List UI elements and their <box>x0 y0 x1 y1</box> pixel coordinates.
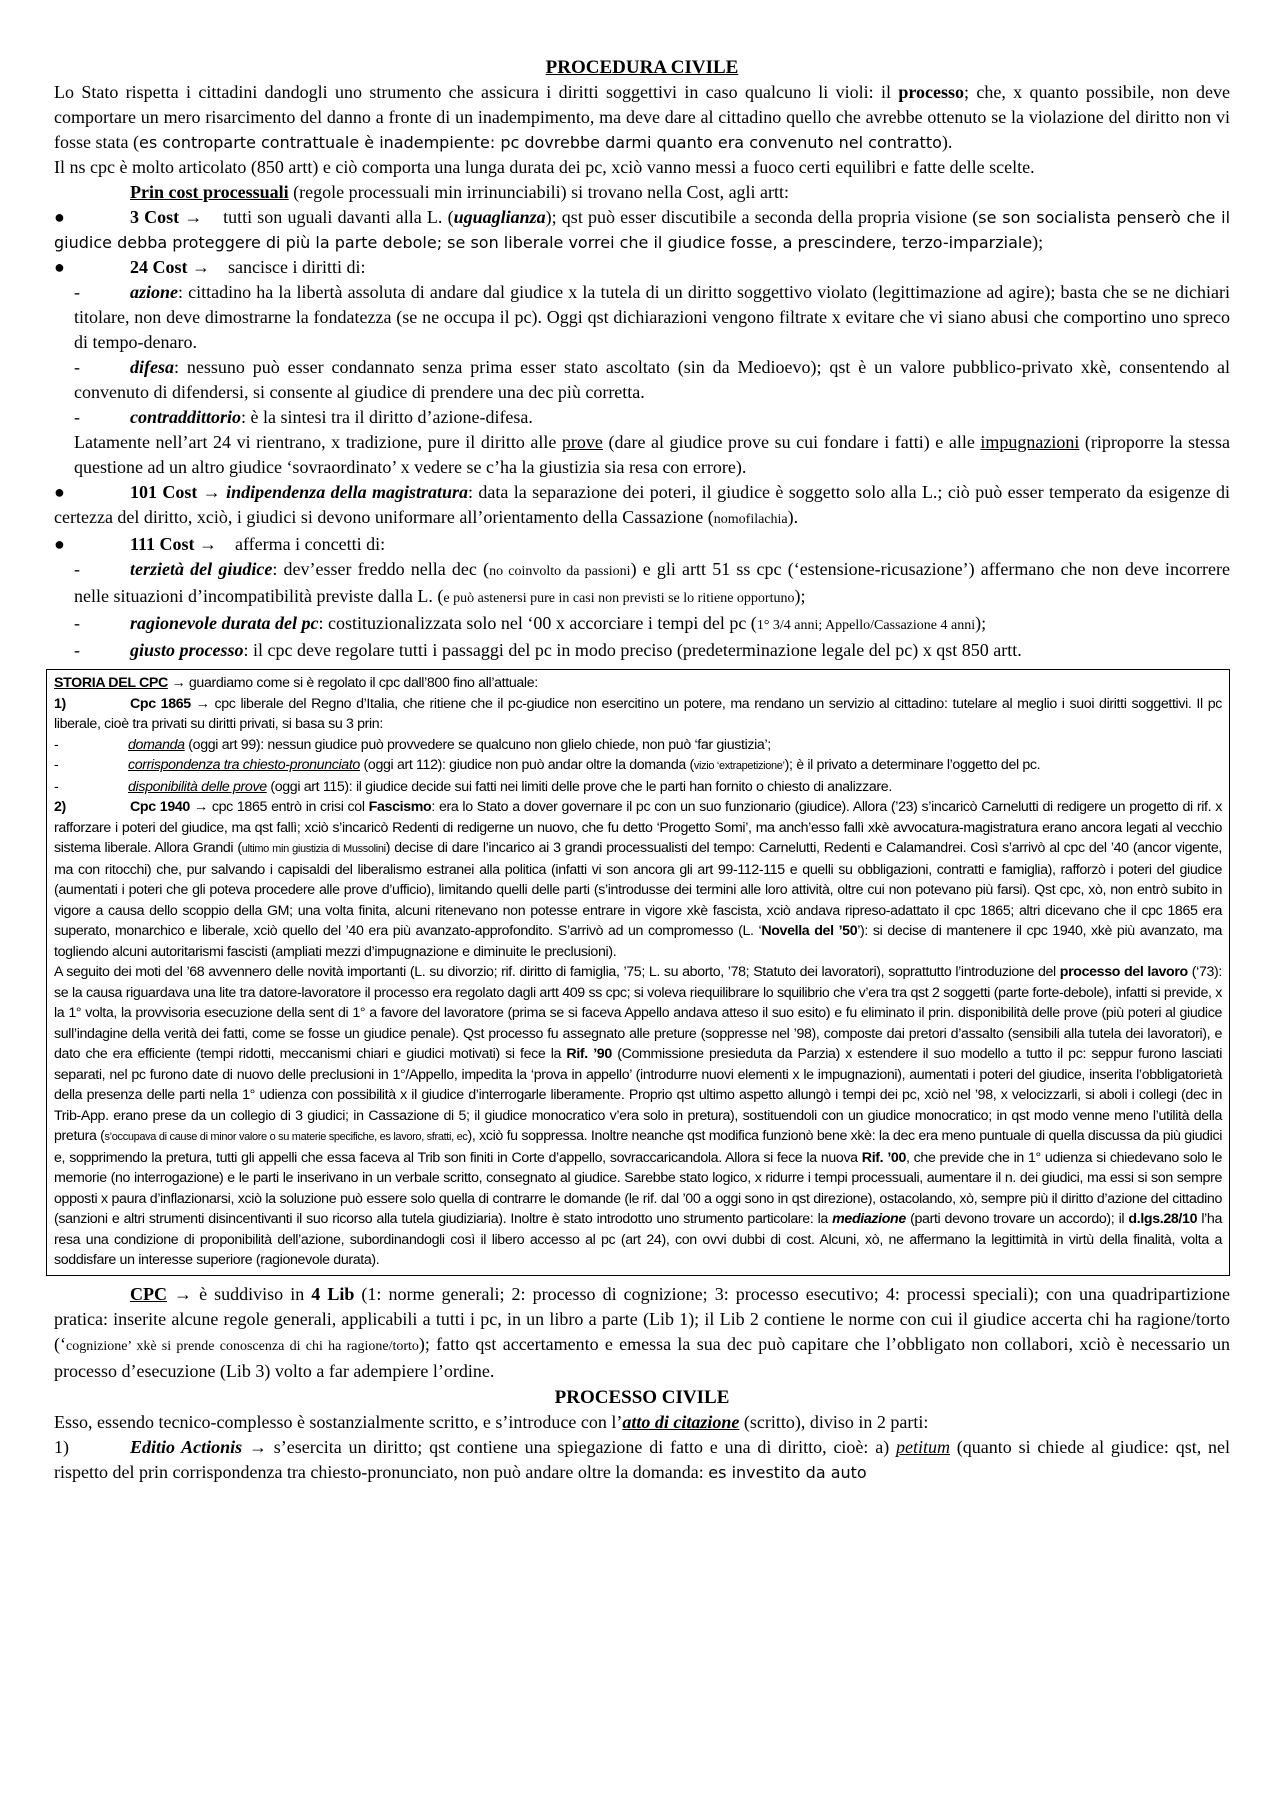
intro-paragraph: Lo Stato rispetta i cittadini dandogli uno strumento che assicura i diritti soggettivi in caso qualcuno li violi: il processo; che, x quanto possibile, non deve comportare un mero risarcimento del danno a fronte di un inadempimento, ma deve dare al cittadino quello che avrebbe ottenuto se la violazione del diritto non vi fosse stata (es controparte contrattuale è inadempiente: pc dovrebbe darmi quanto era convenuto nel contratto). <box>54 82 1230 152</box>
cpc1940-item: 2) Cpc 1940 → cpc 1865 entrò in crisi col Fascismo: era lo Stato a dover governare il pc con un suo funzionario (giudice). Allora (’23) s’incaricò Carnelutti di redigere un progetto di rif. x rafforzare i poteri del giudice, ma qst fallì; xciò s’incaricò Redenti di redigerne un nuovo, che fu detto ‘Progetto Somi’, ma anch’esso fallì xkè avvocatura-magistratura erano ancora legati al vecchio sistema liberale. Allora Grandi (ultimo min giustizia di Mussolini) decise di dare l’incarico ai 3 grandi processualisti del tempo: Carnelutti, Redenti e Calamandrei. Così s’arrivò al cpc del ’40 (ancor vigente, ma con ritocchi) che, pur salvando i capisaldi del liberalismo estranei alla politica (infatti vi son ancora gli art 99-112-115 e quelli su obbligazioni, contratti e famiglia), rafforzò i poteri del giudice (aumentati i poteri che gli poteva procedere alle prove d’ufficio), limitando quelli delle parti (s’introdusse dei termini alle loro attività, oltre cui non potevano più farsi). Qst cpc, xò, non entrò subito in vigore a causa dello scoppio della GM; una volta finita, alcuni ritenevano non potesse entrare in vigore xkè fascista, xciò andava ripreso-adattato il cpc 1865; altri dicevano che il cpc 1865 era superato, monarchico e liberale, xciò quello del ’40 era più avanzato-approfondito. S’arrivò ad un compromesso (L. ‘Novella del ’50’): si decise di mantenere il cpc 1940, xkè più avanzato, ma togliendo alcuni autoritarismi fascisti (ampliati mezzi d’impugnazione e diminuite le preclusioni). <box>54 799 1222 960</box>
storia-heading: STORIA DEL CPC → guardiamo come si è regolato il cpc dall’800 fino all’attuale: <box>54 675 538 691</box>
editio-actionis-item: 1) Editio Actionis → s’esercita un diritto; qst contiene una spiegazione di fatto e una di diritto, cioè: a) petitum (quanto si chiede al giudice: qst, nel rispetto del prin corrispondenza tra chiesto-pronunciato, non può andare oltre la domanda: es investito da auto <box>54 1436 1230 1482</box>
ragionevole-durata-item: - ragionevole durata del pc: costituzionalizzata solo nel ‘00 x accorciare i tempi del pc (1° 3/4 anni; Appello/Cassazione 4 anni); <box>74 613 987 633</box>
domanda-item: - domanda (oggi art 99): nessun giudice può provvedere se qualcuno non glielo chiede, non può ‘far giustizia’; <box>54 736 771 753</box>
art111-item: ● 111 Cost → afferma i concetti di: <box>54 532 1230 557</box>
terzieta-item: - terzietà del giudice: dev’esser freddo nella dec (no coinvolto da passioni) e gli artt 51 ss cpc (‘estensione-ricusazione’) affermano che non deve incorrere nelle situazioni d’incompatibilità previste dalla L. (e può astenersi pure in casi non previsti se lo ritiene opportuno); <box>74 559 1230 606</box>
section-title: PROCESSO CIVILE <box>554 1386 730 1408</box>
azione-item: - azione: cittadino ha la libertà assoluta di andare dal giudice x la tutela di un diritto soggettivo violato (legittimazione ad agire); basta che se ne dichiari titolare, non deve dimostrarne la fondatezza (se ne occupa il pc). Oggi qst dichiarazioni vengono filtrate x evitare che vi siano abusi che comportino uno spreco di tempo-denaro. <box>74 282 1230 352</box>
principles-heading: Prin cost processuali (regole processuali min irrinunciabili) si trovano nella Cost, agli artt: <box>130 182 790 202</box>
contraddittorio-item: - contraddittorio: è la sintesi tra il diritto d’azione-difesa. <box>74 407 533 427</box>
bullet-icon: ● <box>54 534 65 554</box>
corrispondenza-item: - corrispondenza tra chiesto-pronunciato (oggi art 112): giudice non può andar oltre la domanda (vizio ‘extrapetizione’); è il privato a determinare l’oggetto del pc. <box>54 757 1041 773</box>
processo-intro: Esso, essendo tecnico-complesso è sostanzialmente scritto, e s’introduce con l’atto di citazione (scritto), diviso in 2 parti: <box>54 1411 929 1432</box>
page-title: PROCEDURA CIVILE <box>545 57 739 78</box>
document-page <box>54 56 1230 1485</box>
art3-item: ● 3 Cost → tutti son uguali davanti alla L. (uguaglianza); qst può esser discutibile a seconda della propria visione (se son socialista penserò che il giudice debba proteggere di più la parte debole; se son liberale vorrei che il giudice fosse, a prescindere, terzo-imparziale); <box>54 207 1231 252</box>
latamente-paragraph: Latamente nell’art 24 vi rientrano, x tradizione, pure il diritto alle prove (dare al giudice prove su cui fondare i fatti) e alle impugnazioni (riproporre la stessa questione ad un altro giudice ‘sovraordinato’ x vedere se c’ha la giustizia sia resa con errore). <box>74 432 1230 477</box>
giusto-processo-item: - giusto processo: il cpc deve regolare tutti i passaggi del pc in modo preciso (predeterminazione legale del pc) x qst 850 artt. <box>74 640 1022 660</box>
art24-item: ● 24 Cost → sancisce i diritti di: <box>54 255 1230 280</box>
disponibilita-item: - disponibilità delle prove (oggi art 115): il giudice decide sui fatti nei limiti delle prove che le parti han fornito o chiesto di analizzare. <box>54 778 892 795</box>
cpc1865-item: 1) Cpc 1865 → cpc liberale del Regno d’Italia, che ritiene che il pc-giudice non esercitino un potere, ma rendano un servizio al cittadino: tutelare al meglio i suoi diritti soggettivi. Il pc liberale, cioè tra privati su diritti privati, si basa su 3 prin: <box>54 695 1223 732</box>
bullet-icon: ● <box>54 257 65 277</box>
intro-paragraph-2: Il ns cpc è molto articolato (850 artt) e ciò comporta una lunga durata dei pc, xciò vanno messi a fuoco certi equilibri e fatte delle scelte. <box>54 157 1035 177</box>
difesa-item: - difesa: nessuno può esser condannato senza prima esser stato ascoltato (sin da Medioevo); qst è un valore pubblico-privato xkè, consentendo al convenuto di difendersi, si consente al giudice di prendere una dec più corretta. <box>74 357 1230 402</box>
bullet-icon: ● <box>54 207 65 227</box>
storia-cpc-box <box>46 669 1230 1276</box>
bullet-icon: ● <box>54 482 65 502</box>
moti68-paragraph: A seguito dei moti del ’68 avvennero delle novità importanti (L. su divorzio; rif. diritto di famiglia, ’75; L. su aborto, ’78; Statuto dei lavoratori), soprattutto l’introduzione del processo del lavoro (‘73): se la causa riguardava una lite tra datore-lavoratore il processo era regolato dagli artt 409 ss cpc; si voleva riequilibrare lo squilibrio che v’era tra qst 2 soggetti (parte forte-debole), infatti si previde, x la 1° volta, la provvisoria esecuzione della sent di 1° a favore del lavoratore (prima se si faceva Appello andava atteso il suo esito) e fu eliminato il prin. disponibilità delle prove (più poteri al giudice sull’indagine della verità dei fatti, come se fosse un giudice penale). Qst processo fu assegnato alle preture (soppresse nel ’98), composte dai pretori d’assalto (sensibili alla tutela dei lavoratori), e dato che era efficiente (tempi ridotti, meccanismi chiari e giudici motivati) si fece la Rif. ’90 (Commissione presieduta da Parzia) x estendere il suo modello a tutto il pc: seppur furono lasciati separati, nel pc furono date di nuovo delle preclusioni in 1°/Appello, impedita la ‘prova in appello’ (introdurre nuovi elementi x le impugnazioni), aumentati i poteri del giudice, inserita l’obbligatorietà della presenza delle parti nella 1° udienza con possibilità x il giudice d’interrogarle liberamente. Proprio qst ultimo aspetto allungò i tempi dei pc, xciò nel ’98, x velocizzarli, si aboli i collegi (dec in Trib-App. erano prese da un collegio di 3 giudici; in Cassazione di 5; il giudice monocratico v’era solo in pretura), sostituendoli con un giudice monocratico; in qst modo venne meno l’utilità della pretura (s’occupava di cause di minor valore o su materie specifiche, es lavoro, sfratti, ec), xciò fu soppressa. Inoltre neanche qst modifica funzionò bene xkè: la dec era meno puntuale di quella discussa da più giudici e, sopprimendo la pretura, tutti gli appelli che essa faceva al Trib son finiti in Corte d’appello, sovraccaricandola. Allora si fece la nuova Rif. ’00, che previde che in 1° udienza si chiedevano solo le memorie (no interrogazione) e le parti le inserivano in un verbale scritto, consegnato al giudice. Sarebbe stato logico, x ridurre i tempi processuali, aumentare il n. dei giudici, ma essi si son sempre opposti x paura d’inflazionarsi, xciò la soluzione può essere solo quella di contrarre le domande (le rif. dal ’00 a oggi sono in qst direzione), ostacolando, xò, sempre più il diritto d’azione del cittadino (sanzioni e altri strumenti disincentivanti il suo ricorso alla tutela giudiziaria). Inoltre è stato introdotto uno strumento particolare: la mediazione (parti devono trovare un accordo); il d.lgs.28/10 l’ha resa una condizione di proponibilità dell’azione, subordinandogli così il libero accesso al pc (art 24), con ovvi dubbi di cost. Alcuni, xò, ne affermano la legittimità in virtù della finalità, volta a soddisfare un interesse superiore (ragionevole durata). <box>54 964 1223 1268</box>
cpc-paragraph: CPC → è suddiviso in 4 Lib (1: norme generali; 2: processo di cognizione; 3: processo esecutivo; 4: processi speciali); con una quadripartizione pratica: inserite alcune regole generali, applicabili a tutti i pc, in un libro a parte (Lib 1); il Lib 2 contiene le norme con cui il giudice accerta chi ha ragione/torto (‘cognizione’ xkè si prende conoscenza di chi ha ragione/torto); fatto qst accertamento e emessa la sua dec può capitare che l’obbligato non collabori, xciò è necessario un processo d’esecuzione (Lib 3) volto a far adempiere l’ordine. <box>54 1283 1230 1381</box>
art101-item: ● 101 Cost → indipendenza della magistratura: data la separazione dei poteri, il giudice è soggetto solo alla L.; ciò può esser temperato da esigenze di certezza del diritto, xciò, i giudici si devono uniformare all’orientamento della Cassazione (nomofilachia). <box>54 482 1231 527</box>
